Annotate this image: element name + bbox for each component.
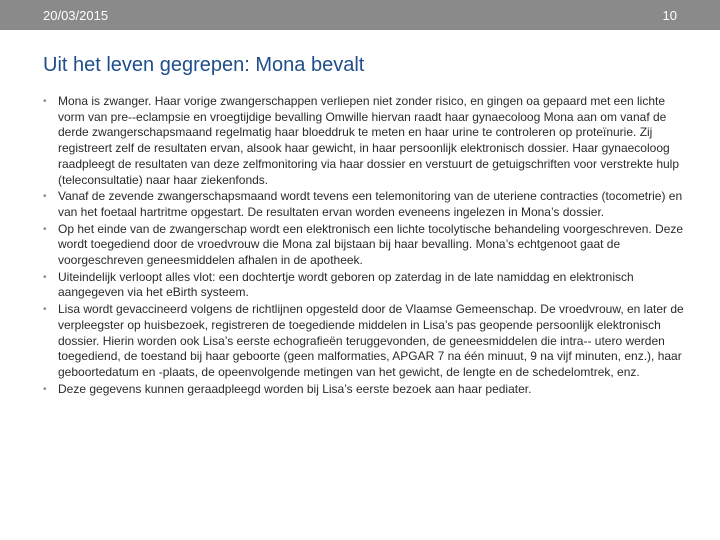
bullet-item [43,94,685,188]
bullet-icon: • [43,223,47,235]
slide-page-number: 10 [662,8,677,23]
bullet-text: Vanaf de zevende zwangerschapsmaand wordt tevens een telemonitoring van de uteriene contracties (tocometrie) en van het foetaal hartritme opgestart. De resultaten ervan worden eveneens ingelezen in Mona’s dossier. [58,189,683,219]
bullet-text: Mona is zwanger. Haar vorige zwangerschappen verliepen niet zonder risico, en gingen oa gepaard met een lichte vorm van pre-‐eclampsie en vroegtijdige bevalling Omwille hiervan raadt haar gynaecoloog Mona aan om vanaf de derde zwangerschapsmaand regelmatig haar bloeddruk te meten en haar urine te controleren op proteïnurie. Zij registreert zelf de resultaten ervan, alsook haar gewicht, in haar persoonlijk elektronisch dossier. Haar gynaecoloog raadpleegt de resultaten van deze zelfmonitoring via haar dossier en verstuurt de getuigschriften voor verstrekte hulp (teleconsultatie) naar haar ziekenfonds. [58,94,680,187]
bullet-icon: • [43,96,47,107]
bullet-item [43,222,685,269]
bullet-icon: • [43,191,47,203]
bullet-item [43,302,685,381]
bullet-icon: • [43,271,47,283]
bullet-icon: • [43,304,47,316]
bullet-text: Op het einde van de zwangerschap wordt een elektronisch een lichte tocolytische behandeling voorgeschreven. Deze wordt toegediend door de vroedvrouw die Mona zal bijstaan bij haar bevalling. Mona’s echtgenoot gaat de voorgeschreven geneesmiddelen afhalen in de apotheek. [58,221,684,268]
bullet-list [43,94,685,398]
bullet-text: Lisa wordt gevaccineerd volgens de richtlijnen opgesteld door de Vlaamse Gemeenschap. De vroedvrouw, en later de verpleegster op huisbezoek, registreren de toegediende middelen in Lisa’s pas geopende persoonlijk elektronisch dossier. Hierin worden ook Lisa’s eerste echografieën teruggevonden, de geneesmiddelen die intra-‐ utero werden toegediend, de toestand bij haar geboorte (geen malformaties, APGAR 7 na één minuut, 9 na vijf minuten, enz.), haar geboortedatum en -plaats, de opeenvolgende metingen van het gewicht, de lengte en de schedelomtrek, enz. [58,302,684,379]
bullet-text: Deze gegevens kunnen geraadpleegd worden bij Lisa’s eerste bezoek aan haar pediater. [58,381,532,396]
bullet-item [43,270,685,301]
bullet-text: Uiteindelijk verloopt alles vlot: een dochtertje wordt geboren op zaterdag in de late namiddag en elektronisch aangegeven via het eBirth systeem. [58,269,634,300]
slide-title: Uit het leven gegrepen: Mona bevalt [43,54,365,76]
bullet-item [43,189,685,220]
bullet-icon: • [43,383,47,395]
header-bar [0,0,720,30]
bullet-item [43,382,685,398]
slide-date: 20/03/2015 [43,8,109,23]
